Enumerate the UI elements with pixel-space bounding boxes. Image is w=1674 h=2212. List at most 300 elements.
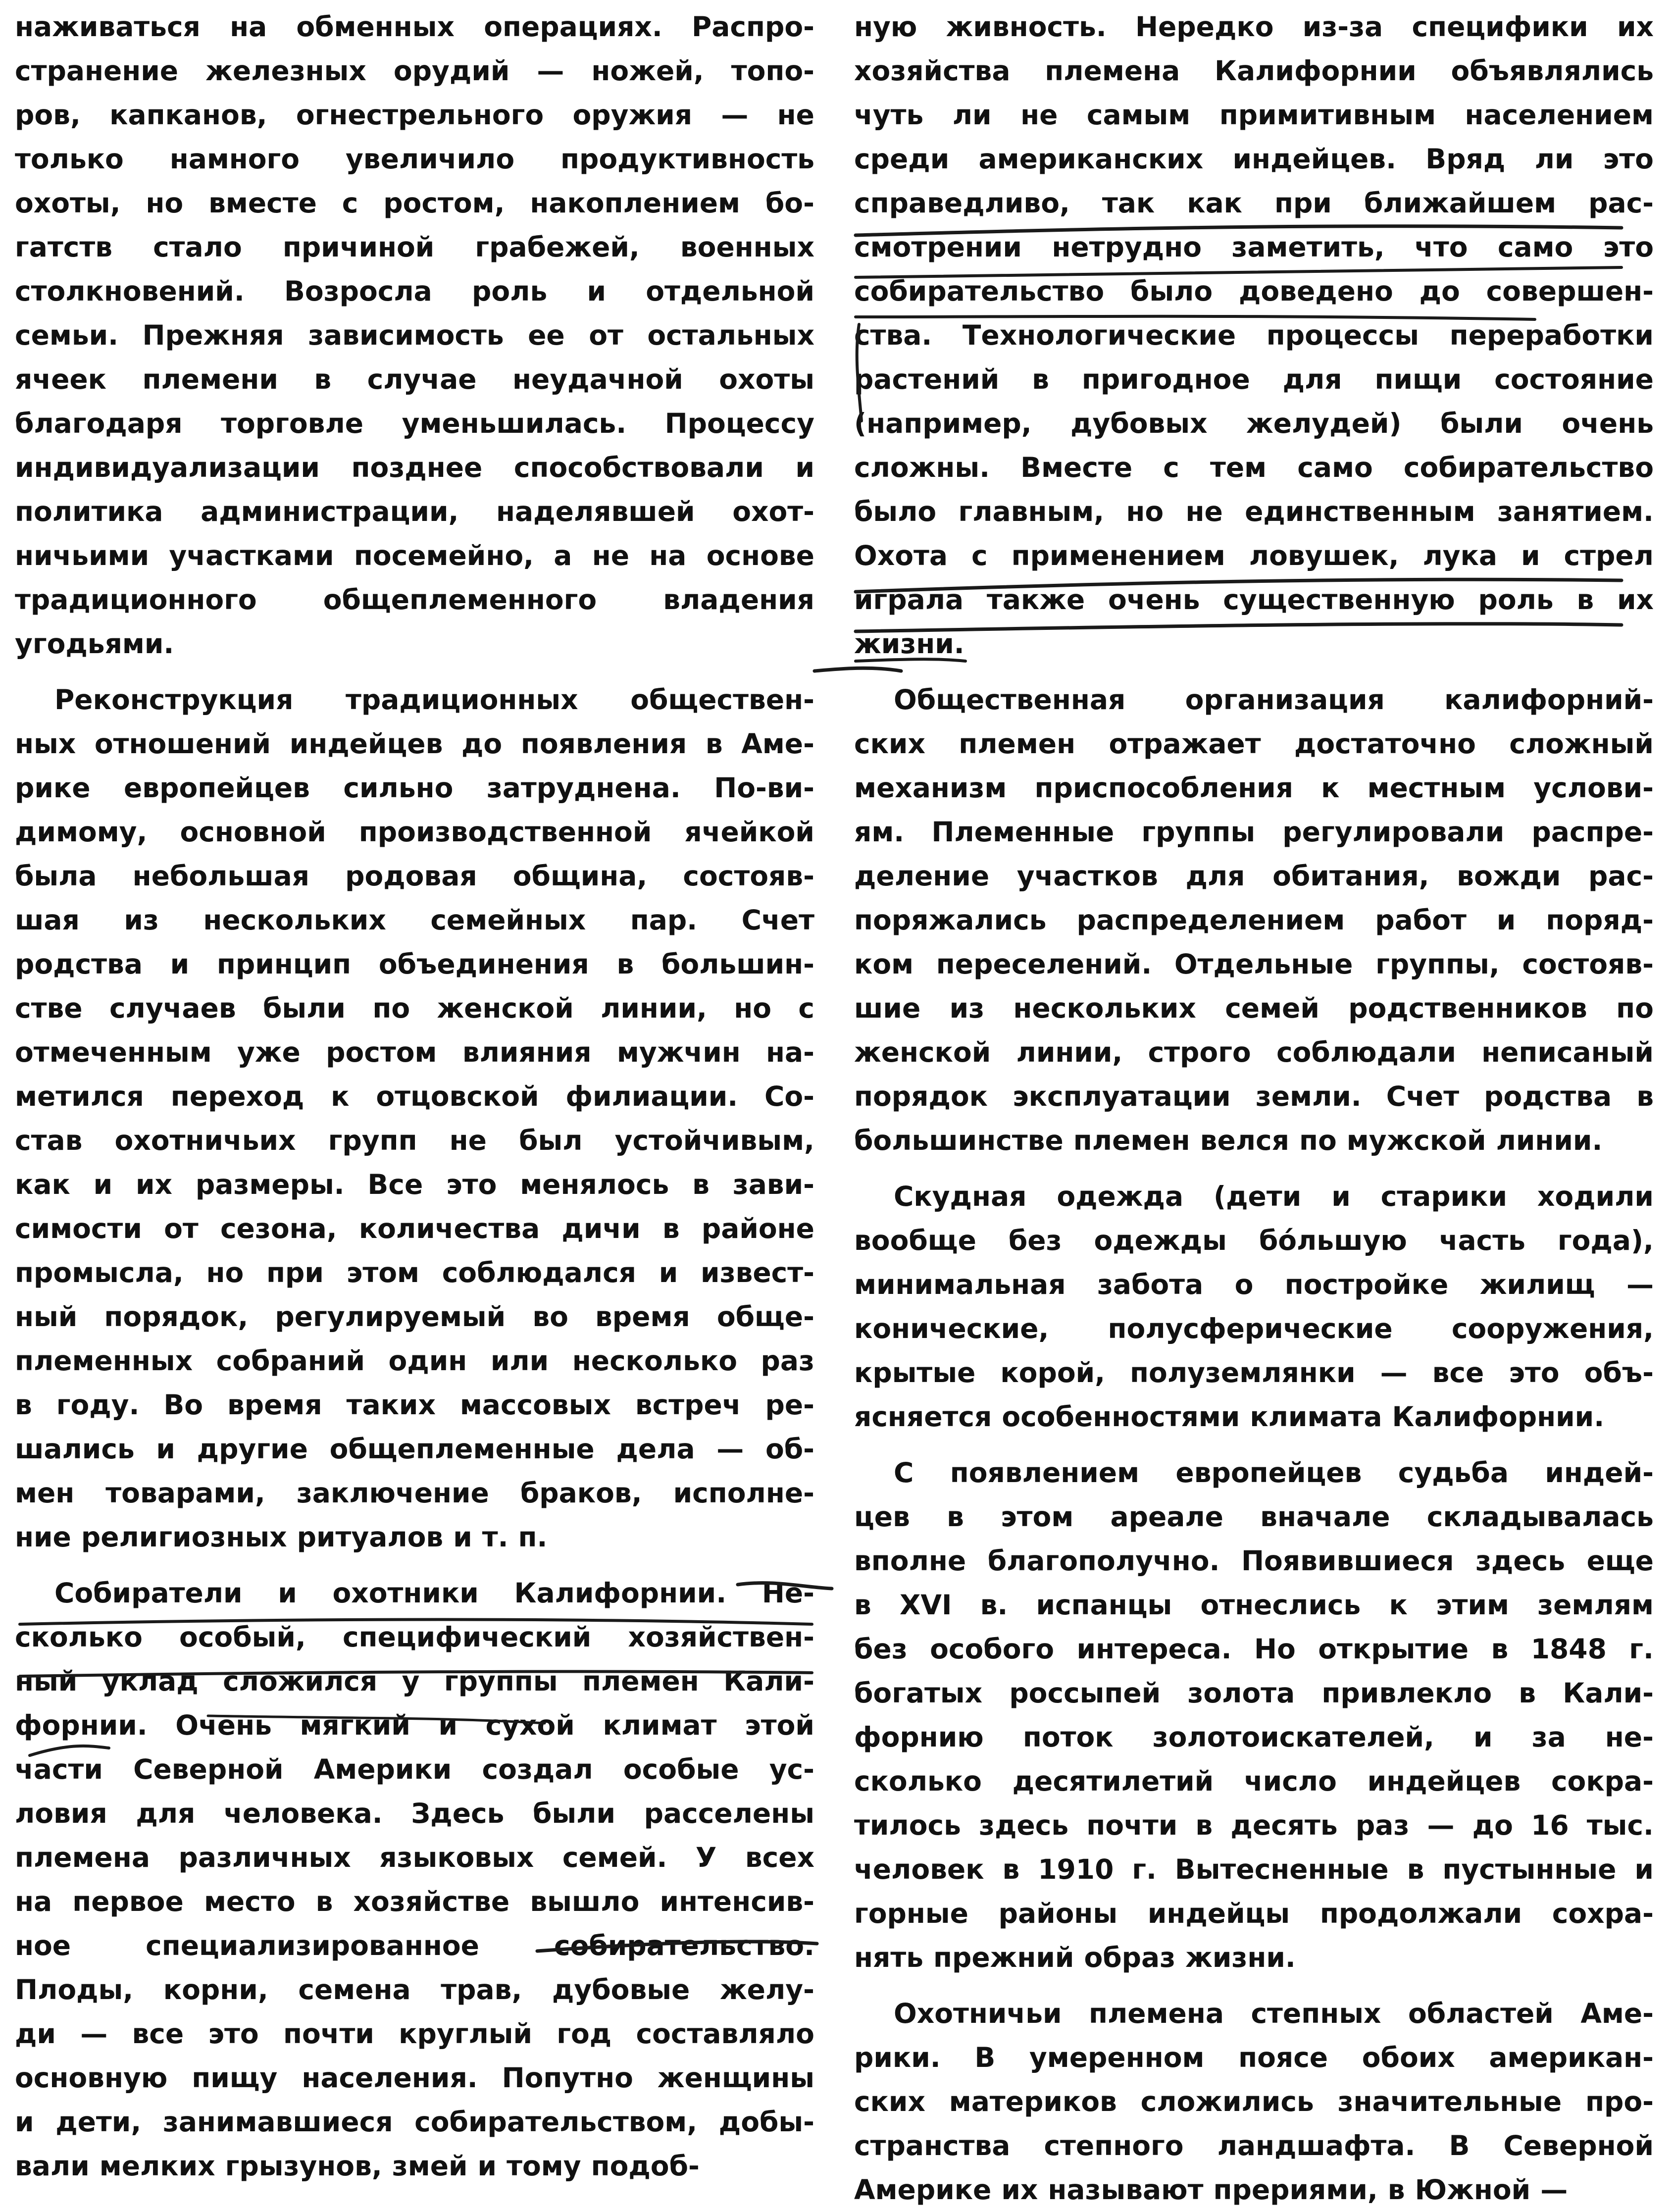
word: г. xyxy=(1132,1853,1157,1885)
text-line xyxy=(15,446,814,490)
word: был xyxy=(519,1125,583,1156)
word: конические, xyxy=(854,1313,1049,1344)
text-line xyxy=(854,93,1654,137)
word: десятилетий xyxy=(1012,1765,1214,1797)
word: желу- xyxy=(719,1974,814,2006)
word: соблюдался xyxy=(442,1257,636,1288)
text-line xyxy=(854,1307,1654,1351)
word: с xyxy=(798,992,814,1024)
word: от xyxy=(164,1213,199,1244)
word: для xyxy=(1282,363,1342,395)
word: Собиратели xyxy=(54,1577,243,1609)
word: т. xyxy=(482,1521,508,1553)
word: ных xyxy=(15,728,76,760)
word: американских xyxy=(978,143,1204,175)
word: появлением xyxy=(950,1457,1140,1489)
text-line xyxy=(15,1383,814,1427)
word: Калифорнии. xyxy=(514,1577,727,1609)
word: семей. xyxy=(562,1842,667,1873)
word: организация xyxy=(1185,684,1385,716)
word: особые xyxy=(623,1753,739,1785)
word: с xyxy=(342,187,358,219)
word: ничьими xyxy=(15,540,150,571)
text-line xyxy=(854,986,1654,1030)
word: шая xyxy=(15,904,80,936)
word: появления xyxy=(520,728,687,760)
word: их xyxy=(1001,2174,1038,2206)
right-column xyxy=(854,5,1654,2212)
word: желудей) xyxy=(1246,408,1402,439)
word: бо- xyxy=(765,187,814,219)
text-line xyxy=(854,534,1654,578)
word: значительные xyxy=(1337,2086,1562,2117)
word: старики xyxy=(1380,1181,1508,1212)
word: ства. xyxy=(854,319,932,351)
word: занимавшиеся xyxy=(162,2106,393,2138)
word: один xyxy=(388,1345,467,1377)
word: Нередко xyxy=(1135,11,1274,43)
word: Распро- xyxy=(691,11,814,43)
text-line xyxy=(15,225,814,269)
word: вполне xyxy=(854,1545,966,1577)
word: племена xyxy=(1045,55,1180,87)
word: семей xyxy=(1225,992,1319,1024)
word: сложились xyxy=(1140,2086,1314,2117)
word: различных xyxy=(178,1842,351,1873)
word: переселений. xyxy=(936,948,1152,980)
word: оружия xyxy=(572,99,693,131)
word: об- xyxy=(765,1433,814,1465)
text-line xyxy=(15,578,814,622)
word: несколько xyxy=(572,1345,737,1377)
text-line xyxy=(854,722,1654,766)
word: прериями, xyxy=(1213,2174,1378,2206)
text-line xyxy=(15,1471,814,1515)
word: но xyxy=(734,992,772,1024)
word: мен xyxy=(15,1477,75,1509)
word: п. xyxy=(518,1521,548,1553)
word: привлекло xyxy=(1321,1677,1492,1709)
text-line xyxy=(854,678,1654,722)
word: услови- xyxy=(1533,772,1654,804)
text-line xyxy=(15,1703,814,1748)
word: в xyxy=(1636,1080,1654,1112)
word: про- xyxy=(1585,2086,1654,2117)
word: год xyxy=(557,2018,612,2050)
text-line xyxy=(854,1715,1654,1759)
word: в xyxy=(1387,2174,1405,2206)
word: грызунов, xyxy=(225,2150,382,2182)
text-line xyxy=(854,137,1654,181)
word: увеличило xyxy=(345,143,515,175)
word: и xyxy=(1331,1181,1351,1212)
word: чуть xyxy=(854,99,924,131)
word: Северной xyxy=(1503,2130,1654,2161)
word: индей- xyxy=(1545,1457,1654,1489)
word: Аме- xyxy=(741,728,814,760)
word: большин- xyxy=(661,948,814,980)
word: посемейно, xyxy=(354,540,534,571)
word: их xyxy=(1617,584,1654,616)
word: 1910 xyxy=(1038,1853,1114,1885)
word: ров, xyxy=(15,99,81,131)
word: европейцев xyxy=(123,772,310,804)
word: дичи xyxy=(561,1213,641,1244)
word: продолжали xyxy=(1319,1898,1522,1929)
word: специфики xyxy=(1412,11,1588,43)
word: человек xyxy=(854,1853,984,1885)
word: В xyxy=(1449,2130,1470,2161)
text-line xyxy=(854,1992,1654,2036)
word: до xyxy=(1472,1809,1513,1841)
word: особый, xyxy=(179,1621,306,1653)
word: складывалась xyxy=(1426,1501,1654,1533)
word: все xyxy=(1432,1357,1484,1389)
word: огнестрельного xyxy=(296,99,544,131)
word: ландшафта. xyxy=(1217,2130,1416,2161)
word: религиозных xyxy=(81,1521,287,1553)
text-line xyxy=(854,1848,1654,1892)
word: не xyxy=(449,1125,487,1156)
word: женщины xyxy=(657,2062,814,2094)
word: ди xyxy=(15,2018,56,2050)
word: роль xyxy=(472,275,548,307)
word: на- xyxy=(766,1036,814,1068)
word: родства xyxy=(1484,1080,1612,1112)
word: вожди xyxy=(1457,860,1561,892)
word: охоты, xyxy=(15,187,121,219)
text-line xyxy=(854,1892,1654,1936)
word: орудий xyxy=(393,55,510,87)
word: Америке xyxy=(854,2174,992,2206)
word: охотничьих xyxy=(114,1125,296,1156)
word: из xyxy=(124,904,159,936)
word: — xyxy=(80,2018,108,2050)
word: семена xyxy=(298,1974,411,2006)
word: жилищ xyxy=(1479,1269,1595,1300)
word: без xyxy=(1008,1225,1062,1256)
word: время xyxy=(227,1389,322,1421)
word: при xyxy=(1274,187,1332,219)
word: ножей, xyxy=(591,55,704,87)
word: дела xyxy=(616,1433,695,1465)
word: Отдельные xyxy=(1174,948,1353,980)
word: дубовых xyxy=(1070,408,1208,439)
word: обществен- xyxy=(630,684,814,716)
word: почти xyxy=(1086,1809,1178,1841)
word: но xyxy=(206,1257,244,1288)
word: и xyxy=(156,1433,175,1465)
word: индейцев xyxy=(289,728,443,760)
word: в xyxy=(616,948,634,980)
text-line xyxy=(15,2012,814,2056)
word: производственной xyxy=(358,816,652,848)
word: регулируемый xyxy=(275,1301,506,1333)
word: большинстве xyxy=(854,1125,1064,1156)
word: наживаться xyxy=(15,11,201,43)
word: в xyxy=(692,1169,710,1200)
left-column xyxy=(15,5,814,2188)
text-line xyxy=(854,490,1654,534)
word: поряд- xyxy=(1546,904,1654,936)
text-line xyxy=(15,1968,814,2012)
word: здесь xyxy=(979,1809,1069,1841)
word: расселены xyxy=(644,1798,814,1829)
word: в xyxy=(947,1501,964,1533)
word: в xyxy=(315,1886,333,1917)
word: собирательство xyxy=(854,275,1105,307)
word: и xyxy=(1521,540,1540,571)
word: Скудная xyxy=(894,1181,1027,1212)
word: и xyxy=(1496,904,1516,936)
word: охот- xyxy=(732,496,814,527)
word: населением xyxy=(1465,99,1654,131)
word: населения. xyxy=(302,2062,478,2094)
word: сложился xyxy=(223,1665,378,1697)
word: общеплеменного xyxy=(323,584,597,616)
word: бо́льшую xyxy=(1259,1225,1407,1256)
word: симости xyxy=(15,1213,142,1244)
word: XVI xyxy=(900,1589,952,1621)
word: ростом xyxy=(326,1036,437,1068)
word: способствовали xyxy=(513,452,764,483)
word: по xyxy=(372,992,410,1024)
word: здесь xyxy=(1475,1545,1566,1577)
word: степного xyxy=(1044,2130,1184,2161)
word: и xyxy=(587,275,606,307)
word: — xyxy=(716,1433,744,1465)
word: стве xyxy=(15,992,83,1024)
word: отнеслись xyxy=(1200,1589,1361,1621)
word: климат xyxy=(603,1709,717,1741)
word: ловия xyxy=(15,1798,107,1829)
word: и xyxy=(15,2106,34,2138)
word: до xyxy=(461,728,503,760)
text-line xyxy=(15,1427,814,1471)
word: составляло xyxy=(636,2018,814,2050)
word: 1848 xyxy=(1530,1633,1607,1665)
word: это xyxy=(446,1169,497,1200)
paragraph-gap xyxy=(854,1439,1654,1451)
word: неудачной xyxy=(512,363,683,395)
word: существенную xyxy=(1223,584,1455,616)
word: ходили xyxy=(1537,1181,1654,1212)
word: Здесь xyxy=(411,1798,505,1829)
word: Очень xyxy=(175,1709,272,1741)
word: районе xyxy=(701,1213,814,1244)
word: состояние xyxy=(1494,363,1654,395)
word: в xyxy=(15,1389,32,1421)
word: основную xyxy=(15,2062,168,2094)
text-line xyxy=(15,93,814,137)
word: распределением xyxy=(1076,904,1345,936)
word: сколько xyxy=(854,1765,982,1797)
paragraph-gap xyxy=(15,1559,814,1571)
word: нять xyxy=(854,1942,923,1973)
word: Счет xyxy=(741,904,814,936)
word: состояв- xyxy=(683,860,814,892)
word: роль xyxy=(1478,584,1554,616)
text-line xyxy=(854,942,1654,986)
word: особого xyxy=(930,1633,1055,1665)
word: политика xyxy=(15,496,163,527)
word: раз xyxy=(761,1345,814,1377)
word: Счет xyxy=(1386,1080,1460,1112)
text-line xyxy=(15,678,814,722)
word: вообще xyxy=(854,1225,976,1256)
word: этом xyxy=(1001,1501,1074,1533)
word: для xyxy=(136,1798,196,1829)
word: основе xyxy=(706,540,814,571)
text-line xyxy=(854,402,1654,446)
word: традиционных xyxy=(346,684,578,716)
word: ячеек xyxy=(15,363,107,395)
word: Возросла xyxy=(284,275,432,307)
text-line xyxy=(854,1803,1654,1848)
word: отмеченным xyxy=(15,1036,212,1068)
word: племена xyxy=(1089,1998,1224,2029)
word: размеры. xyxy=(195,1169,345,1200)
text-line xyxy=(854,898,1654,942)
word: десять xyxy=(1230,1809,1338,1841)
word: ком xyxy=(854,948,914,980)
text-line xyxy=(854,622,1654,666)
word: став xyxy=(15,1125,83,1156)
word: стрел xyxy=(1564,540,1654,571)
word: менялось xyxy=(520,1169,669,1200)
word: отражает xyxy=(1109,728,1261,760)
word: ное xyxy=(15,1930,71,1961)
word: ре- xyxy=(765,1389,814,1421)
word: пищу xyxy=(192,2062,278,2094)
word: само xyxy=(1297,452,1373,483)
text-line xyxy=(854,1495,1654,1539)
word: были xyxy=(533,1798,615,1829)
word: добы- xyxy=(718,2106,814,2138)
word: причиной xyxy=(282,231,435,263)
word: благополучно. xyxy=(987,1545,1220,1577)
word: и xyxy=(477,2150,497,2182)
word: принцип xyxy=(216,948,352,980)
word: ближайшем xyxy=(1364,187,1557,219)
word: и xyxy=(1473,1721,1493,1753)
text-line xyxy=(15,137,814,181)
word: испанцы xyxy=(1036,1589,1172,1621)
word: ясняется xyxy=(854,1401,992,1433)
text-line xyxy=(854,1451,1654,1495)
word: из-за xyxy=(1302,11,1383,43)
text-line xyxy=(15,1880,814,1924)
word: групп xyxy=(328,1125,417,1156)
text-line xyxy=(854,1583,1654,1627)
word: грабежей, xyxy=(475,231,640,263)
word: индейцы xyxy=(1147,1898,1290,1929)
word: до xyxy=(1419,275,1460,307)
word: создал xyxy=(482,1753,593,1785)
text-line xyxy=(854,810,1654,854)
word: в xyxy=(1002,1853,1020,1885)
word: шались xyxy=(15,1433,135,1465)
word: с xyxy=(971,540,988,571)
word: что xyxy=(1415,231,1468,263)
text-line xyxy=(15,358,814,402)
word: россыпей xyxy=(1009,1677,1161,1709)
word: Все xyxy=(367,1169,423,1200)
word: справедливо, xyxy=(854,187,1070,219)
text-line xyxy=(854,1936,1654,1980)
word: основной xyxy=(180,816,326,848)
word: приспособления xyxy=(1034,772,1293,804)
word: без xyxy=(854,1633,908,1665)
word: богатых xyxy=(854,1677,983,1709)
word: забота xyxy=(1097,1269,1204,1300)
word: — xyxy=(537,55,564,87)
word: для xyxy=(1185,860,1245,892)
word: были xyxy=(263,992,346,1024)
word: браков, xyxy=(520,1477,642,1509)
word: влияния xyxy=(462,1036,592,1068)
word: областей xyxy=(1408,1998,1554,2029)
word: тыс. xyxy=(1586,1809,1654,1841)
word: собирательство xyxy=(1403,452,1654,483)
word: порядок, xyxy=(104,1301,249,1333)
word: По-ви- xyxy=(714,772,814,804)
word: обоих xyxy=(1362,2042,1455,2073)
word: называют xyxy=(1048,2174,1204,2206)
word: линии, xyxy=(1016,1036,1123,1068)
word: заметить, xyxy=(1231,231,1385,263)
word: умеренном xyxy=(1029,2042,1205,2073)
word: главным, xyxy=(958,496,1105,527)
word: Америки xyxy=(313,1753,452,1785)
word: работ xyxy=(1375,904,1467,936)
word: в xyxy=(662,1213,680,1244)
text-line xyxy=(15,622,814,666)
word: наделявшей xyxy=(496,496,695,527)
text-line xyxy=(15,1339,814,1383)
word: Племенные xyxy=(931,816,1115,848)
word: одежды xyxy=(1094,1225,1227,1256)
word: круглый xyxy=(399,2018,533,2050)
word: первое xyxy=(72,1886,184,1917)
word: промысла, xyxy=(15,1257,184,1288)
word: в xyxy=(314,363,332,395)
word: затруднена. xyxy=(486,772,681,804)
word: этом xyxy=(346,1257,419,1288)
word: другие xyxy=(197,1433,308,1465)
word: торговле xyxy=(221,408,364,439)
word: хозяйства xyxy=(854,55,1011,87)
word: Калифорнии. xyxy=(1392,1401,1605,1433)
word: рас- xyxy=(1588,860,1654,892)
word: группы xyxy=(1141,816,1256,848)
word: корой, xyxy=(1000,1357,1106,1389)
word: в xyxy=(1407,1853,1424,1885)
word: — xyxy=(1380,1357,1408,1389)
text-line xyxy=(854,446,1654,490)
word: по xyxy=(1616,992,1654,1024)
word: не xyxy=(777,99,814,131)
word: их xyxy=(1617,11,1654,43)
word: жизни. xyxy=(1185,1942,1296,1973)
word: тем xyxy=(1210,452,1267,483)
word: операциях. xyxy=(484,11,662,43)
word: и xyxy=(278,1577,297,1609)
word: топо- xyxy=(731,55,814,87)
text-line xyxy=(854,358,1654,402)
word: племен xyxy=(959,728,1076,760)
word: число xyxy=(1244,1765,1337,1797)
